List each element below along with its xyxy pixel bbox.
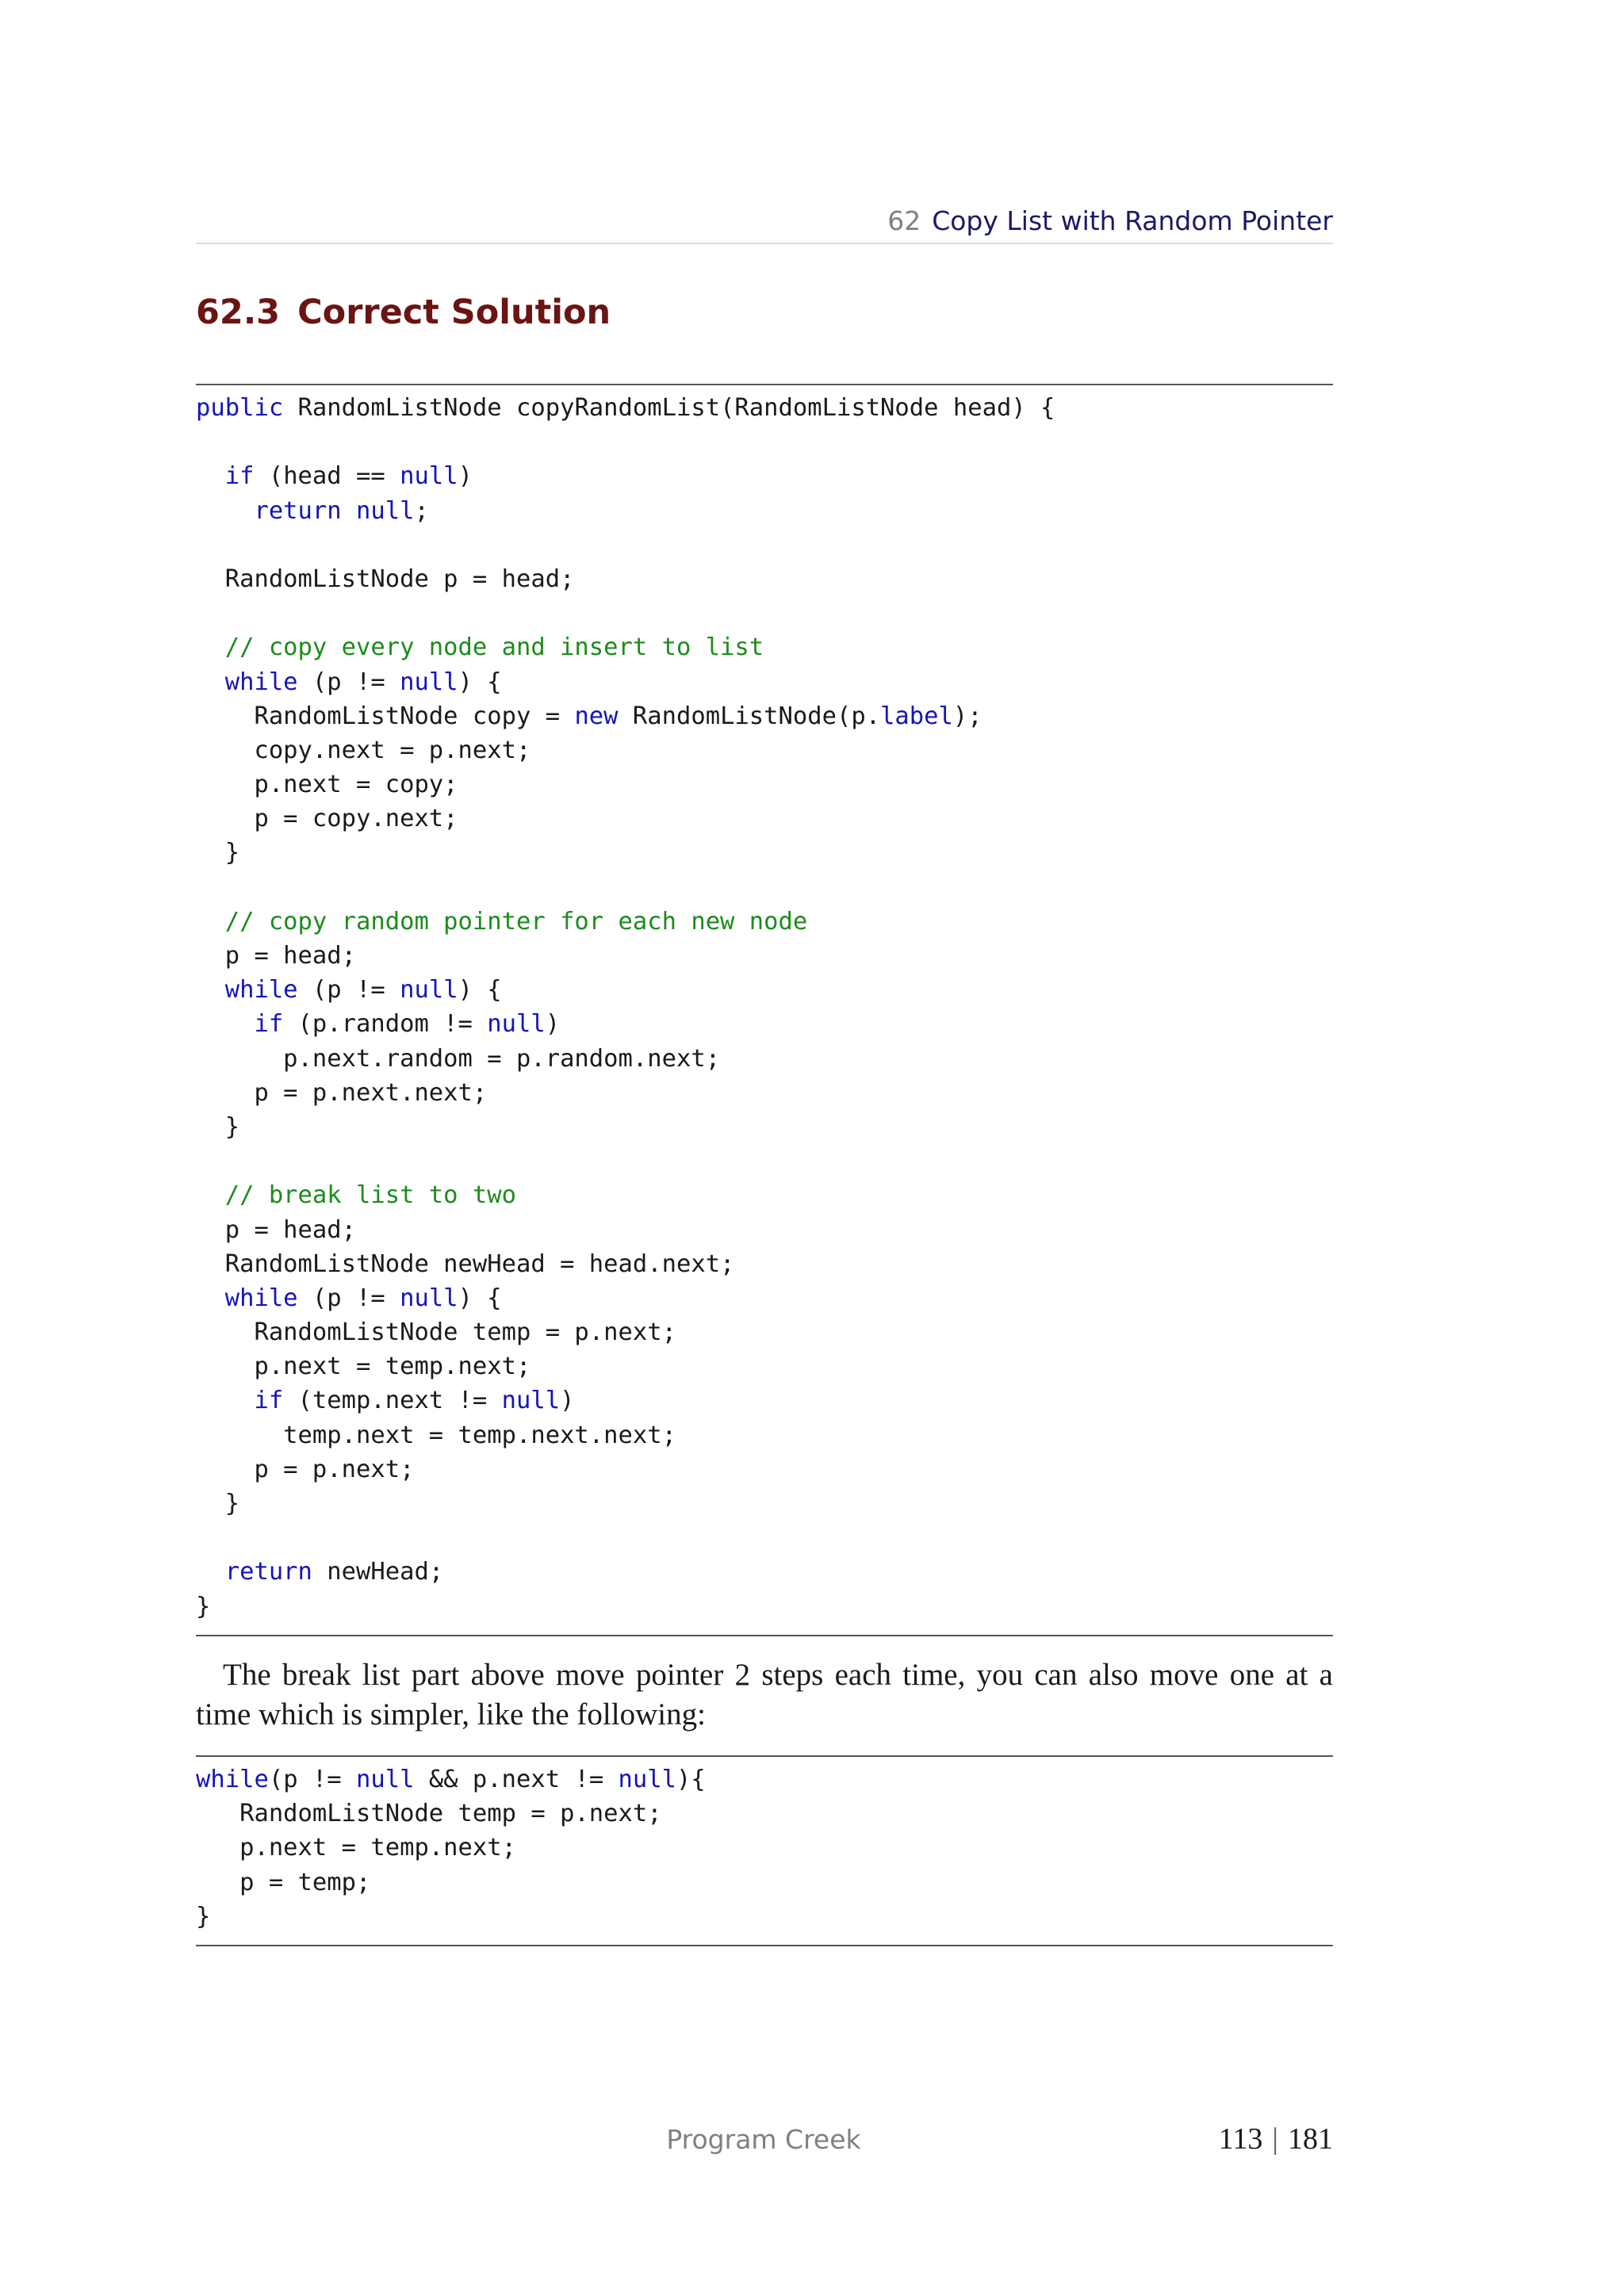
section-heading xyxy=(196,289,611,336)
code-text xyxy=(196,462,225,490)
code-line xyxy=(196,1900,706,1934)
code-line xyxy=(196,1831,706,1865)
code-text: p = head; xyxy=(196,1215,356,1244)
code-text: ) { xyxy=(458,976,502,1004)
code-text: (p != xyxy=(297,668,400,696)
code-block-1-bottom-rule xyxy=(196,1635,1333,1636)
code-text: p = temp; xyxy=(196,1868,371,1896)
code-line xyxy=(196,425,1055,459)
code-text xyxy=(196,633,225,661)
code-keyword: if xyxy=(224,462,255,491)
code-keyword: new xyxy=(574,702,619,730)
code-line xyxy=(196,1555,1055,1589)
code-text: } xyxy=(196,839,240,867)
code-text: } xyxy=(196,1112,240,1141)
code-line xyxy=(196,767,1055,802)
code-line xyxy=(196,973,1055,1007)
code-line xyxy=(196,1076,1055,1110)
code-line xyxy=(196,871,1055,905)
page-number xyxy=(1219,2122,1333,2156)
code-line xyxy=(196,1247,1055,1281)
code-keyword: null xyxy=(400,1284,458,1312)
code-text: p.next = copy; xyxy=(196,771,458,799)
code-text: temp.next = temp.next.next; xyxy=(196,1421,676,1449)
code-text: ) { xyxy=(458,668,502,696)
code-line xyxy=(196,1383,1055,1418)
code-block-2-bottom-rule xyxy=(196,1945,1333,1946)
code-text: p.next.random = p.random.next; xyxy=(196,1044,721,1073)
code-line xyxy=(196,1590,1055,1624)
code-line xyxy=(196,905,1055,939)
code-line xyxy=(196,1315,1055,1349)
code-text: } xyxy=(196,1592,211,1621)
code-comment: // break list to two xyxy=(224,1181,516,1210)
code-line xyxy=(196,939,1055,973)
code-line xyxy=(196,1452,1055,1487)
code-keyword: label xyxy=(880,702,953,730)
code-text: (p != xyxy=(297,976,400,1004)
code-text xyxy=(196,1558,225,1586)
code-block-2 xyxy=(196,1762,706,1934)
code-line xyxy=(196,665,1055,699)
code-comment: // copy every node and insert to list xyxy=(224,633,764,662)
running-header xyxy=(196,205,1333,244)
code-keyword: null xyxy=(356,496,415,525)
code-block-2-top-rule xyxy=(196,1755,1333,1757)
code-text: (temp.next != xyxy=(283,1387,502,1415)
code-text: RandomListNode p = head; xyxy=(196,564,575,593)
code-keyword: if xyxy=(254,1387,284,1415)
code-line xyxy=(196,1281,1055,1315)
code-text xyxy=(342,497,356,525)
code-text: p.next = temp.next; xyxy=(196,1353,531,1381)
code-keyword: while xyxy=(224,1284,298,1312)
code-line xyxy=(196,459,1055,493)
code-text xyxy=(196,908,225,936)
code-block-1-top-rule xyxy=(196,384,1333,385)
code-comment: // copy random pointer for each new node xyxy=(224,907,808,936)
code-text: && p.next != xyxy=(414,1766,619,1793)
code-text: copy.next = p.next; xyxy=(196,736,531,764)
code-keyword: public xyxy=(196,394,284,422)
code-keyword: return xyxy=(254,496,342,525)
section-title: Correct Solution xyxy=(297,293,611,332)
code-text: ) xyxy=(560,1387,575,1415)
code-text: } xyxy=(196,1490,240,1517)
code-keyword: null xyxy=(487,1010,546,1039)
code-keyword: null xyxy=(356,1766,415,1793)
code-line xyxy=(196,699,1055,733)
code-line xyxy=(196,596,1055,630)
code-line xyxy=(196,1110,1055,1144)
current-page: 113 xyxy=(1218,2122,1263,2156)
code-line xyxy=(196,733,1055,767)
code-line xyxy=(196,630,1055,664)
code-text: RandomListNode temp = p.next; xyxy=(196,1800,662,1828)
code-text: ) xyxy=(458,462,473,491)
code-text xyxy=(196,668,225,696)
code-text xyxy=(196,497,254,525)
code-text: p = p.next.next; xyxy=(196,1078,488,1107)
code-text: RandomListNode copy = xyxy=(196,702,575,730)
code-text: (p != xyxy=(268,1766,357,1793)
section-number: 62.3 xyxy=(196,293,281,332)
code-line xyxy=(196,1349,1055,1383)
code-text: (p.random != xyxy=(283,1010,488,1039)
code-keyword: return xyxy=(224,1558,312,1586)
code-keyword: while xyxy=(224,668,298,696)
code-keyword: null xyxy=(400,668,458,696)
code-text xyxy=(196,976,225,1004)
code-text: p = head; xyxy=(196,942,356,970)
code-text: ) xyxy=(545,1010,561,1039)
code-keyword: while xyxy=(224,976,298,1004)
code-keyword: null xyxy=(400,462,458,491)
code-line xyxy=(196,1797,706,1831)
code-line xyxy=(196,1487,1055,1521)
code-line xyxy=(196,802,1055,836)
code-text: ); xyxy=(952,702,982,730)
code-block-1 xyxy=(196,391,1055,1624)
code-text xyxy=(196,1010,254,1038)
code-keyword: if xyxy=(254,1010,284,1039)
code-keyword: null xyxy=(501,1387,561,1415)
code-line xyxy=(196,1007,1055,1041)
footer-source: Program Creek xyxy=(666,2124,861,2155)
code-line xyxy=(196,1042,1055,1076)
code-keyword: while xyxy=(196,1766,269,1793)
page-separator: | xyxy=(1272,2122,1278,2156)
code-line xyxy=(196,1144,1055,1178)
code-text: RandomListNode(p. xyxy=(618,702,881,730)
code-line xyxy=(196,836,1055,870)
code-text: } xyxy=(196,1902,211,1931)
code-text: (head == xyxy=(254,462,400,491)
code-line xyxy=(196,1213,1055,1247)
code-line xyxy=(196,494,1055,528)
code-text: (p != xyxy=(297,1284,400,1312)
code-text: newHead; xyxy=(312,1558,444,1586)
code-text: ; xyxy=(414,496,429,525)
body-paragraph: The break list part above move pointer 2 steps each time, you can also move one at a time which is simpler, like the following: xyxy=(196,1658,1333,1732)
code-text xyxy=(196,1181,225,1209)
code-line xyxy=(196,1762,706,1797)
code-line xyxy=(196,1418,1055,1452)
code-text: RandomListNode newHead = head.next; xyxy=(196,1249,735,1278)
chapter-number: 62 xyxy=(887,205,921,236)
code-keyword: null xyxy=(618,1766,676,1793)
code-text: p = p.next; xyxy=(196,1455,415,1483)
code-line xyxy=(196,562,1055,596)
code-text: ) { xyxy=(458,1284,502,1312)
chapter-title: Copy List with Random Pointer xyxy=(932,205,1333,236)
code-text: p.next = temp.next; xyxy=(196,1834,516,1862)
code-line xyxy=(196,1866,706,1900)
code-text xyxy=(196,1284,225,1312)
code-text xyxy=(196,1387,254,1414)
code-keyword: null xyxy=(400,976,458,1004)
code-text: RandomListNode copyRandomList(RandomListNode head) { xyxy=(283,394,1055,422)
code-text: ){ xyxy=(676,1766,706,1793)
code-line xyxy=(196,528,1055,562)
code-text: RandomListNode temp = p.next; xyxy=(196,1318,676,1347)
code-line xyxy=(196,391,1055,425)
code-text: p = copy.next; xyxy=(196,805,458,833)
total-pages: 181 xyxy=(1288,2122,1333,2156)
code-line xyxy=(196,1521,1055,1555)
code-line xyxy=(196,1178,1055,1212)
